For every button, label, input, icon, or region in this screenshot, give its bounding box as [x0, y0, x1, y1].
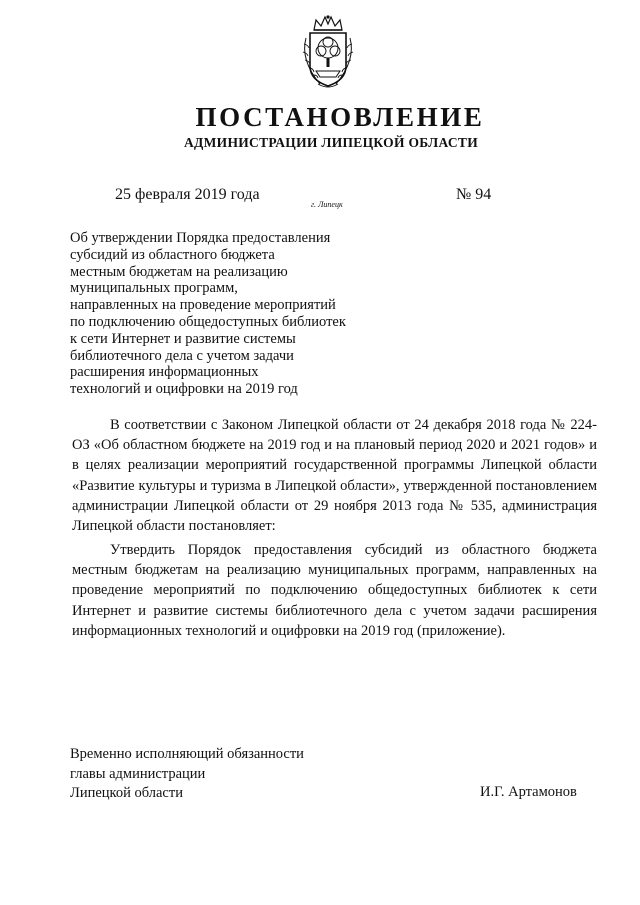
subject-line: расширения информационных [70, 364, 259, 381]
signer-position [70, 745, 304, 804]
subject-line: субсидий из областного бюджета [70, 246, 275, 263]
body-paragraph-preamble: В соответствии с Законом Липецкой области от 24 декабря 2018 года № 224-ОЗ «Об областном бюджете на 2019 год и на плановый период 2020 и 2021 годов» и в целях реализации мероприятий государственной программы Липецкой области «Развитие культуры и туризма в Липецкой области», утвержденной постановлением администрации Липецкой области от 29 ноября 2013 года № 535, администрация Липецкой области постановляет: [72, 417, 597, 535]
coat-of-arms-icon [296, 14, 360, 90]
document-subtitle: АДМИНИСТРАЦИИ ЛИПЕЦКОЙ ОБЛАСТИ [183, 135, 479, 150]
subject-line: местным бюджетам на реализацию [70, 263, 288, 280]
signer-name: И.Г. Артамонов [480, 784, 577, 800]
document-number: № 94 [456, 186, 492, 203]
subject-line: к сети Интернет и развитие системы [70, 330, 296, 347]
subject-line: библиотечного дела с учетом задачи [70, 347, 294, 364]
document-date: 25 февраля 2019 года [115, 186, 260, 203]
subject-line: муниципальных программ, [70, 280, 238, 297]
subject-line: по подключению общедоступных библиотек [70, 313, 346, 330]
document-subject [70, 230, 390, 398]
subject-line: Об утверждении Порядка предоставления [70, 230, 331, 246]
body-paragraph-resolution: Утвердить Порядок предоставления субсидий из областного бюджета местным бюджетам на реализацию муниципальных программ, направленных на проведение мероприятий по подключению общедоступных библиотек к сети Интернет и развитие системы библиотечного дела с учетом задачи расширения информационных технологий и оцифровки на 2019 год (приложение). [72, 542, 597, 639]
signer-position-line: главы администрации [70, 765, 206, 782]
signer-position-line: Липецкой области [70, 785, 183, 801]
subject-line: направленных на проведение мероприятий [70, 297, 336, 314]
document-city: г. Липецк [311, 200, 343, 209]
subject-line: технологий и оцифровки на 2019 год [70, 381, 298, 398]
signer-position-line: Временно исполняющий обязанности [70, 746, 304, 762]
document-title: ПОСТАНОВЛЕНИЕ [195, 102, 485, 132]
